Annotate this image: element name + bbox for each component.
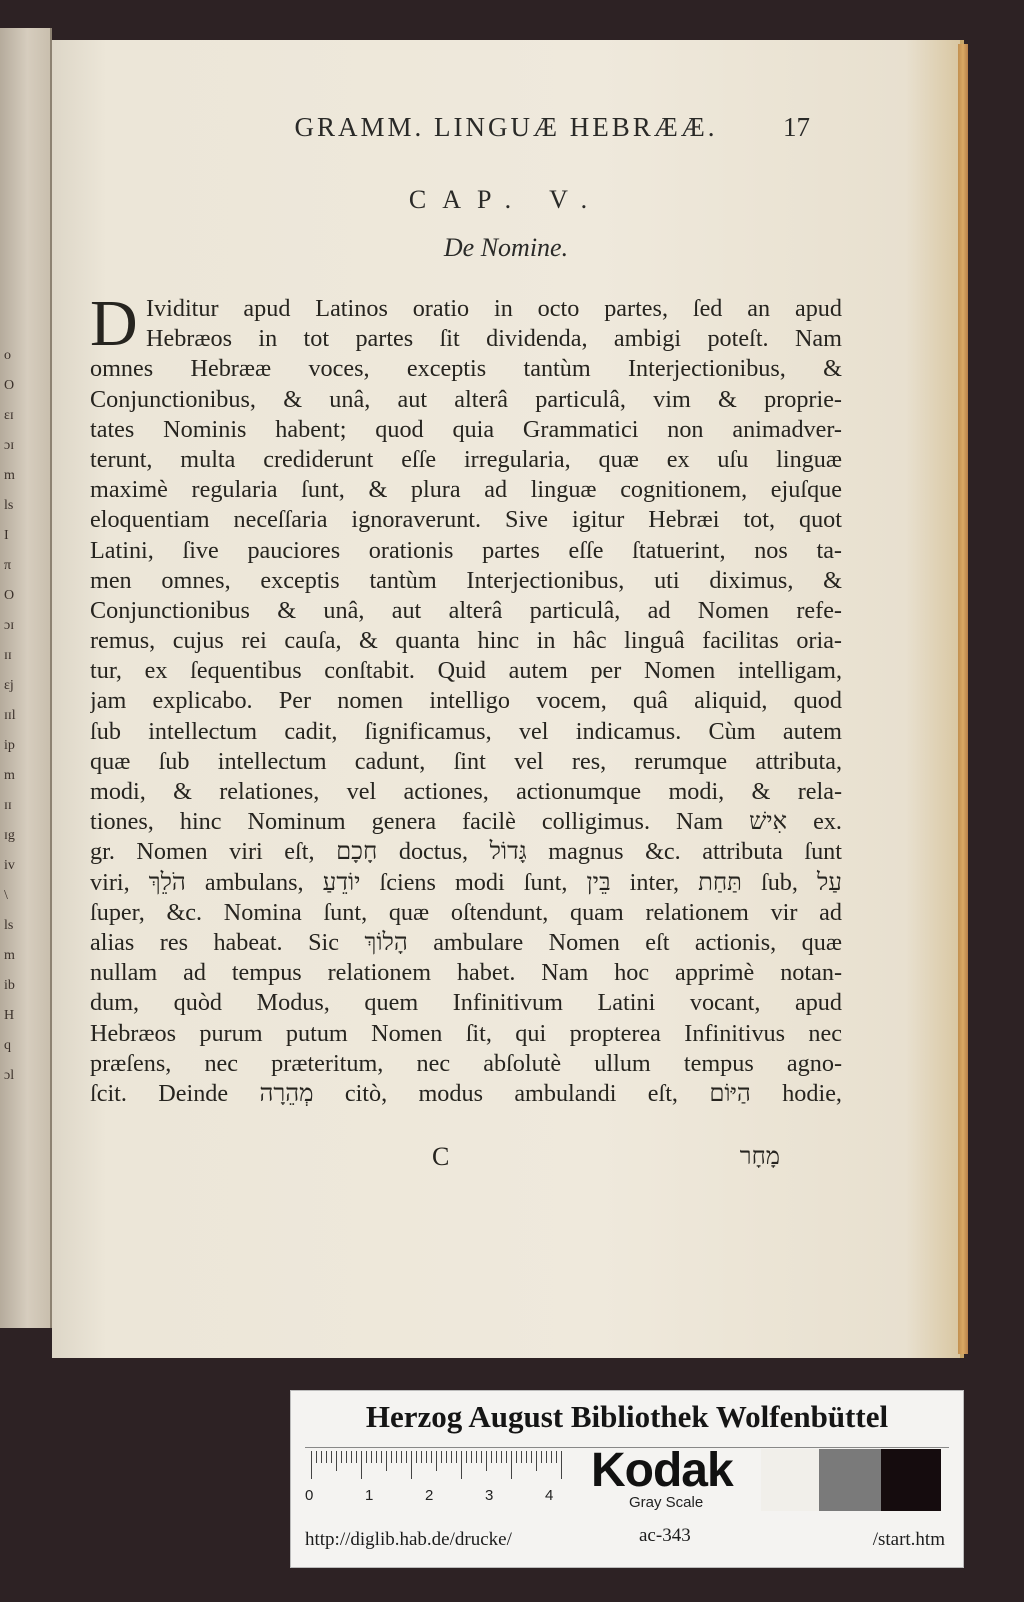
text-line: maximè regularia ſunt, & plura ad linguæ cognitionem, ejuſque (90, 476, 842, 504)
ruler-tick (516, 1451, 517, 1463)
left-page-fragment: ɪg (4, 828, 15, 843)
ruler-tick (331, 1451, 332, 1463)
left-page-fragment: ɛj (4, 678, 14, 693)
text-line: tiones, hinc Nominum genera facilè colligimus. Nam אִישׁ ex. (90, 808, 842, 836)
ruler-tick (371, 1451, 372, 1463)
text-line: jam explicabo. Per nomen intelligo vocem, quâ aliquid, quod (90, 687, 842, 715)
ruler-tick (471, 1451, 472, 1463)
ruler-tick (561, 1451, 562, 1479)
ruler-tick (311, 1451, 312, 1479)
ruler-tick (391, 1451, 392, 1463)
ruler-tick (356, 1451, 357, 1463)
ruler-tick (411, 1451, 412, 1479)
chapter-subtitle: De Nomine. (443, 233, 569, 262)
ruler-tick (421, 1451, 422, 1463)
ruler-tick (546, 1451, 547, 1463)
text-line: dum, quòd Modus, quem Infinitivum Latini vocant, apud (90, 989, 842, 1017)
ruler-number: 2 (425, 1487, 434, 1504)
left-page-fragment: ɛɪ (4, 408, 14, 423)
ruler-tick (376, 1451, 377, 1463)
ruler-tick (456, 1451, 457, 1463)
left-page-fragment: ɪɪl (4, 708, 16, 723)
left-page-fragment: ɔl (4, 1068, 15, 1083)
page-number: 17 (783, 112, 810, 142)
left-page-fragment: \ (4, 888, 8, 903)
text-line: Conjunctionibus, & unâ, aut alterâ particulâ, vim & proprie- (90, 385, 842, 413)
left-page-fragment: ɪɪ (4, 798, 12, 813)
text-line: ſuper, &c. Nomina ſunt, quæ oſtendunt, quam relationem vir ad (90, 898, 842, 926)
url-right[interactable]: /start.htm (872, 1529, 945, 1550)
ruler-tick (541, 1451, 542, 1463)
swatch-white (761, 1449, 819, 1511)
ruler-number: 4 (545, 1487, 554, 1504)
ruler-tick (351, 1451, 352, 1463)
catchword: מָחָר (739, 1144, 780, 1170)
text-line: alias res habeat. Sic הָלוֹךְ ambulare Nomen eſt actionis, quæ (90, 928, 842, 956)
ruler-tick (531, 1451, 532, 1463)
ruler-number: 0 (305, 1487, 314, 1504)
text-line: viri, הֹלֵךְ ambulans, יוֹדֵעַ ſciens modi ſunt, בֵּין inter, תַּחַת ſub, עַל (90, 868, 842, 896)
text-line: terunt, multa crediderunt eſſe irregularia, quæ ex uſu linguæ (90, 445, 842, 473)
ruler-tick (326, 1451, 327, 1463)
text-line: omnes Hebrææ voces, exceptis tantùm Interjectionibus, & (90, 355, 842, 383)
left-page-fragment: ls (4, 918, 14, 933)
text-line: men omnes, exceptis tantùm Interjectionibus, uti diximus, & (90, 566, 842, 594)
text-line: Latini, ſive pauciores orationis partes eſſe ſtatuerint, nos ta- (90, 536, 842, 564)
ruler-tick (536, 1451, 537, 1471)
ruler-tick (526, 1451, 527, 1463)
ruler-tick (396, 1451, 397, 1463)
text-line: Hebræos purum putum Nomen ſit, qui propterea Infinitivus nec (90, 1019, 842, 1047)
left-page-fragment: m (4, 948, 15, 963)
left-page-fragment: O (4, 378, 15, 393)
drop-cap: D (90, 287, 138, 360)
shelfmark: ac-343 (639, 1525, 691, 1546)
text-line: modi, & relationes, vel actiones, actionumque modi, & rela- (90, 778, 842, 805)
ruler-tick (366, 1451, 367, 1463)
ruler-tick (406, 1451, 407, 1463)
ruler-tick (556, 1451, 557, 1463)
text-line: præſens, nec præteritum, nec abſolutè ullum tempus agno- (90, 1049, 842, 1077)
gray-scale-label: Gray Scale (629, 1494, 704, 1511)
left-page-fragment: ɔɪ (4, 438, 15, 453)
left-page-fragment: iv (4, 858, 15, 873)
running-head: GRAMM. LINGUÆ HEBRÆÆ. (294, 112, 718, 142)
ruler-tick (416, 1451, 417, 1463)
left-page-fragment: π (4, 558, 12, 573)
left-page-fragment: q (4, 1038, 11, 1053)
ruler-tick (441, 1451, 442, 1463)
left-page-fragment: I (4, 528, 9, 543)
left-page-fragment: O (4, 588, 15, 603)
left-page-fragment: m (4, 768, 15, 783)
text-line: gr. Nomen viri eſt, חָכָם doctus, גָּדוֹל magnus &c. attributa ſunt (90, 838, 842, 866)
swatch-black (881, 1449, 941, 1511)
measure-ruler (311, 1451, 561, 1481)
ruler-tick (501, 1451, 502, 1463)
book-page (52, 40, 960, 1358)
left-page-fragment: ɔɪ (4, 618, 15, 633)
ruler-tick (346, 1451, 347, 1463)
ruler-tick (491, 1451, 492, 1463)
body-text (90, 294, 842, 1109)
ruler-tick (551, 1451, 552, 1463)
url-left[interactable]: http://diglib.hab.de/drucke/ (305, 1529, 512, 1550)
ruler-tick (316, 1451, 317, 1463)
ruler-tick (446, 1451, 447, 1463)
kodak-logo: Kodak (591, 1444, 733, 1497)
ruler-tick (381, 1451, 382, 1463)
ruler-tick (431, 1451, 432, 1463)
left-page-fragment: o (4, 348, 11, 363)
ruler-tick (506, 1451, 507, 1463)
ruler-tick (476, 1451, 477, 1463)
ruler-tick (496, 1451, 497, 1463)
ruler-tick (321, 1451, 322, 1463)
ruler-tick (481, 1451, 482, 1463)
ruler-tick (451, 1451, 452, 1463)
left-page-fragment: ɪɪ (4, 648, 12, 663)
text-line: Ividitur apud Latinos oratio in octo partes, ſed an apud (146, 295, 842, 322)
text-line: Hebræos in tot partes ſit dividenda, ambigi poteſt. Nam (146, 325, 842, 353)
color-target-card (290, 1390, 964, 1568)
ruler-tick (341, 1451, 342, 1463)
text-line: Conjunctionibus & unâ, aut alterâ particulâ, ad Nomen refe- (90, 596, 842, 624)
ruler-tick (336, 1451, 337, 1471)
ruler-tick (401, 1451, 402, 1463)
ruler-tick (466, 1451, 467, 1463)
text-line: tates Nominis habent; quod quia Grammatici non animadver- (90, 415, 842, 443)
text-line: remus, cujus rei cauſa, & quanta hinc in hâc linguâ facilitas oria- (90, 627, 842, 655)
ruler-number: 3 (485, 1487, 494, 1504)
ruler-tick (426, 1451, 427, 1463)
ruler-tick (386, 1451, 387, 1471)
text-line: ſub intellectum cadit, ſignificamus, vel indicamus. Cùm autem (90, 717, 842, 745)
ruler-tick (521, 1451, 522, 1463)
text-line: quæ ſub intellectum cadunt, ſint vel res, rerumque attributa, (90, 747, 842, 775)
ruler-tick (361, 1451, 362, 1479)
left-page-fragment: H (4, 1008, 15, 1023)
left-page-fragment: ib (4, 978, 15, 993)
left-page-fragment: m (4, 468, 15, 483)
left-page-edge (0, 28, 52, 1328)
text-line: ſcit. Deinde מְהֵרָה citò, modus ambulandi eſt, הַיּוֹם hodie, (90, 1079, 842, 1107)
text-line: nullam ad tempus relationem habet. Nam hoc apprimè notan- (90, 959, 842, 987)
left-page-fragment: ip (4, 738, 15, 753)
left-page-fragment: ls (4, 498, 14, 513)
signature-mark: C (432, 1142, 450, 1171)
chapter-title: CAP. V. (408, 185, 604, 214)
page-fore-edge (958, 44, 968, 1354)
library-name: Herzog August Bibliothek Wolfenbüttel (365, 1399, 889, 1434)
ruler-tick (461, 1451, 462, 1479)
ruler-tick (436, 1451, 437, 1471)
text-line: eloquentiam neceſſaria ignoraverunt. Sive igitur Hebræi tot, quot (90, 506, 842, 534)
ruler-tick (486, 1451, 487, 1471)
ruler-tick (511, 1451, 512, 1479)
text-line: tur, ex ſequentibus conſtabit. Quid autem per Nomen intelligam, (90, 657, 842, 685)
swatch-gray (819, 1449, 881, 1511)
ruler-number: 1 (365, 1487, 374, 1504)
